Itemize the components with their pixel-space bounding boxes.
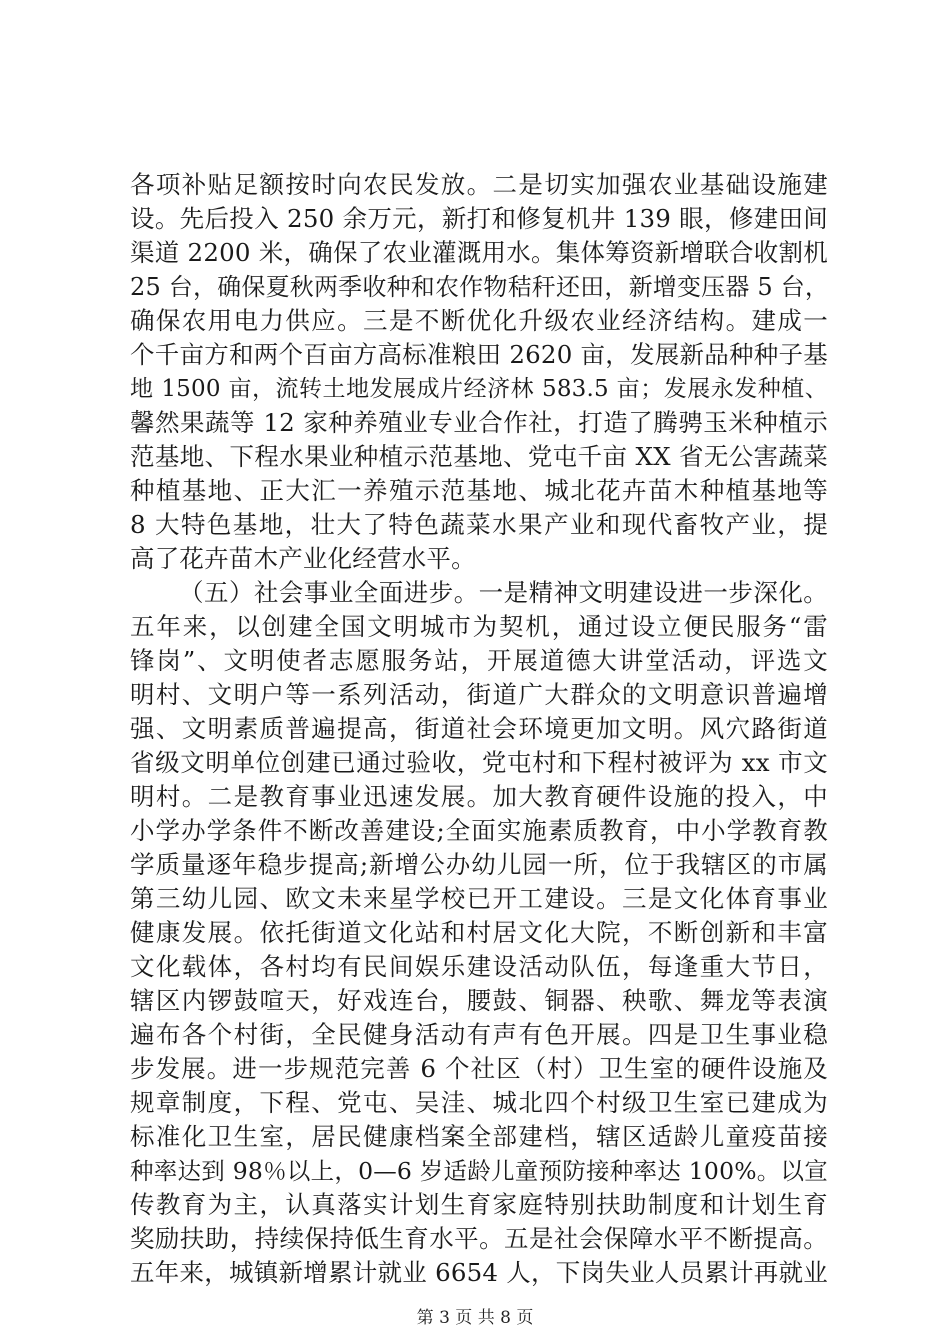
text-line: 地 1500 亩，流转土地发展成片经济林 583.5 亩；发展永发种植、 (130, 376, 828, 402)
text-line: 25 台，确保夏秋两季收种和农作物秸秆还田，新增变压器 5 台， (130, 273, 830, 301)
text-line: 五年来，以创建全国文明城市为契机，通过设立便民服务“雷 (130, 612, 828, 641)
section-heading-line: （五）社会事业全面进步。一是精神文明建设进一步深化。 (179, 578, 828, 607)
text-line: 步发展。进一步规范完善 6 个社区（村）卫生室的硬件设施及 (130, 1054, 828, 1083)
text-line: 范基地、下程水果业种植示范基地、党屯千亩 XX 省无公害蔬菜 (130, 442, 828, 471)
text-line: 各项补贴足额按时向农民发放。二是切实加强农业基础设施建 (130, 170, 828, 199)
text-line: 学质量逐年稳步提高;新增公办幼儿园一所，位于我辖区的市属 (130, 850, 828, 879)
text-line: 强、文明素质普遍提高，街道社会环境更加文明。风穴路街道 (130, 714, 828, 743)
text-line: 馨然果蔬等 12 家种养殖业专业合作社，打造了腾骋玉米种植示 (130, 408, 828, 437)
text-line: 奖励扶助，持续保持低生育水平。五是社会保障水平不断提高。 (130, 1224, 828, 1253)
text-line: 省级文明单位创建已通过验收，党屯村和下程村被评为 xx 市文 (130, 748, 828, 777)
text-line: 辖区内锣鼓喧天，好戏连台，腰鼓、铜器、秧歌、舞龙等表演 (130, 986, 828, 1015)
paragraph-end-line: 高了花卉苗木产业化经营水平。 (130, 544, 476, 573)
text-line: 第三幼儿园、欧文未来星学校已开工建设。三是文化体育事业 (130, 884, 828, 913)
text-line: 确保农用电力供应。三是不断优化升级农业经济结构。建成一 (130, 306, 828, 335)
text-line: 渠道 2200 米，确保了农业灌溉用水。集体筹资新增联合收割机 (130, 238, 828, 267)
text-line: 明村。二是教育事业迅速发展。加大教育硬件设施的投入，中 (130, 782, 828, 811)
text-line: 小学办学条件不断改善建设;全面实施素质教育，中小学教育教 (130, 816, 828, 845)
text-line: 健康发展。依托街道文化站和村居文化大院，不断创新和丰富 (130, 918, 828, 947)
text-line: 锋岗”、文明使者志愿服务站，开展道德大讲堂活动，评选文 (130, 646, 828, 675)
page-number-footer: 第 3 页 共 8 页 (416, 1308, 534, 1328)
text-line: 标准化卫生室，居民健康档案全部建档，辖区适龄儿童疫苗接 (130, 1122, 828, 1151)
text-line: 规章制度，下程、党屯、吴洼、城北四个村级卫生室已建成为 (130, 1088, 828, 1117)
text-line: 个千亩方和两个百亩方高标准粮田 2620 亩，发展新品种种子基 (130, 340, 828, 369)
text-line: 文化载体，各村均有民间娱乐建设活动队伍，每逢重大节日， (130, 952, 828, 981)
text-line: 明村、文明户等一系列活动，街道广大群众的文明意识普遍增 (130, 680, 828, 709)
text-line: 种率达到 98％以上，0—6 岁适龄儿童预防接种率达 100%。以宣 (130, 1157, 828, 1185)
text-line: 五年来，城镇新增累计就业 6654 人，下岗失业人员累计再就业 (130, 1258, 828, 1287)
text-line: 设。先后投入 250 余万元，新打和修复机井 139 眼，修建田间 (130, 204, 828, 233)
body-text (130, 168, 828, 1290)
text-line: 种植基地、正大汇一养殖示范基地、城北花卉苗木种植基地等 (130, 476, 828, 505)
text-line: 遍布各个村街，全民健身活动有声有色开展。四是卫生事业稳 (130, 1020, 828, 1049)
text-line: 8 大特色基地，壮大了特色蔬菜水果产业和现代畜牧产业，提 (130, 510, 828, 539)
text-line: 传教育为主，认真落实计划生育家庭特别扶助制度和计划生育 (130, 1190, 828, 1219)
